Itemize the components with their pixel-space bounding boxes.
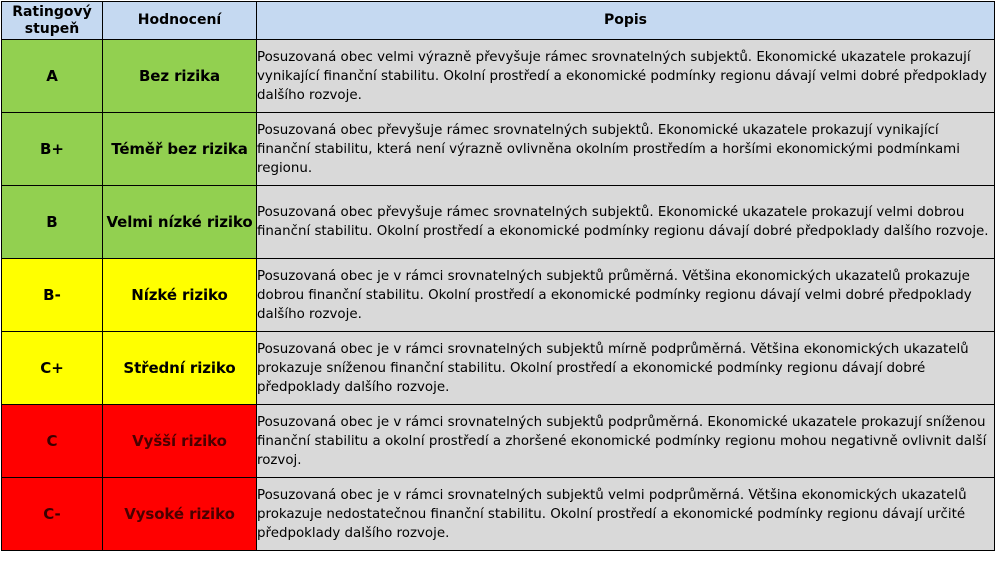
rating-grade: C: [2, 405, 103, 478]
header-desc: Popis: [257, 2, 995, 40]
rating-label: Nízké riziko: [103, 259, 257, 332]
table-row: [2, 259, 995, 332]
table-row: [2, 478, 995, 551]
table-row: [2, 332, 995, 405]
rating-description: Posuzovaná obec je v rámci srovnatelných subjektů velmi podprůměrná. Většina ekonomických ukazatelů prokazuje nedostatečnou finanční stabilitu. Okolní prostředí a ekonomické podmínky regionu dávají určité předpoklady dalšího rozvoje.: [257, 478, 995, 551]
rating-description: Posuzovaná obec převyšuje rámec srovnatelných subjektů. Ekonomické ukazatele prokazují vynikající finanční stabilitu, která není výrazně ovlivněna okolním prostředím a horšími ekonomickými podmínkami regionu.: [257, 113, 995, 186]
rating-grade: B+: [2, 113, 103, 186]
table-row: [2, 40, 995, 113]
header-grade-line1: Ratingový: [12, 3, 92, 20]
header-grade-line2: stupeň: [24, 20, 80, 37]
rating-table: [1, 1, 995, 551]
rating-description: Posuzovaná obec převyšuje rámec srovnatelných subjektů. Ekonomické ukazatele prokazují velmi dobrou finanční stabilitu. Okolní prostředí a ekonomické podmínky regionu dávají dobré předpoklady dalšího rozvoje.: [257, 186, 995, 259]
rating-grade: B-: [2, 259, 103, 332]
rating-description: Posuzovaná obec je v rámci srovnatelných subjektů podprůměrná. Ekonomické ukazatele prokazují sníženou finanční stabilitu a okolní prostředí a zhoršené ekonomické podmínky regionu mohou negativně ovlivnit další rozvoj.: [257, 405, 995, 478]
rating-label: Vyšší riziko: [103, 405, 257, 478]
table-row: [2, 113, 995, 186]
rating-label: Vysoké riziko: [103, 478, 257, 551]
rating-grade: B: [2, 186, 103, 259]
rating-label: Bez rizika: [103, 40, 257, 113]
rating-description: Posuzovaná obec velmi výrazně převyšuje rámec srovnatelných subjektů. Ekonomické ukazatele prokazují vynikající finanční stabilitu. Okolní prostředí a ekonomické podmínky regionu dávají velmi dobré předpoklady dalšího rozvoje.: [257, 40, 995, 113]
table-row: [2, 405, 995, 478]
rating-description: Posuzovaná obec je v rámci srovnatelných subjektů průměrná. Většina ekonomických ukazatelů prokazuje dobrou finanční stabilitu. Okolní prostředí a ekonomické podmínky regionu dávají velmi dobré předpoklady dalšího rozvoje.: [257, 259, 995, 332]
rating-grade: C+: [2, 332, 103, 405]
rating-grade: A: [2, 40, 103, 113]
rating-label: Střední riziko: [103, 332, 257, 405]
rating-label: Velmi nízké riziko: [103, 186, 257, 259]
header-label: Hodnocení: [103, 2, 257, 40]
rating-description: Posuzovaná obec je v rámci srovnatelných subjektů mírně podprůměrná. Většina ekonomických ukazatelů prokazuje sníženou finanční stabilitu. Okolní prostředí a ekonomické podmínky regionu dávají dobré předpoklady dalšího rozvoje.: [257, 332, 995, 405]
header-row: [2, 2, 995, 40]
rating-label: Téměř bez rizika: [103, 113, 257, 186]
table-row: [2, 186, 995, 259]
header-grade: [2, 2, 103, 40]
rating-grade: C-: [2, 478, 103, 551]
